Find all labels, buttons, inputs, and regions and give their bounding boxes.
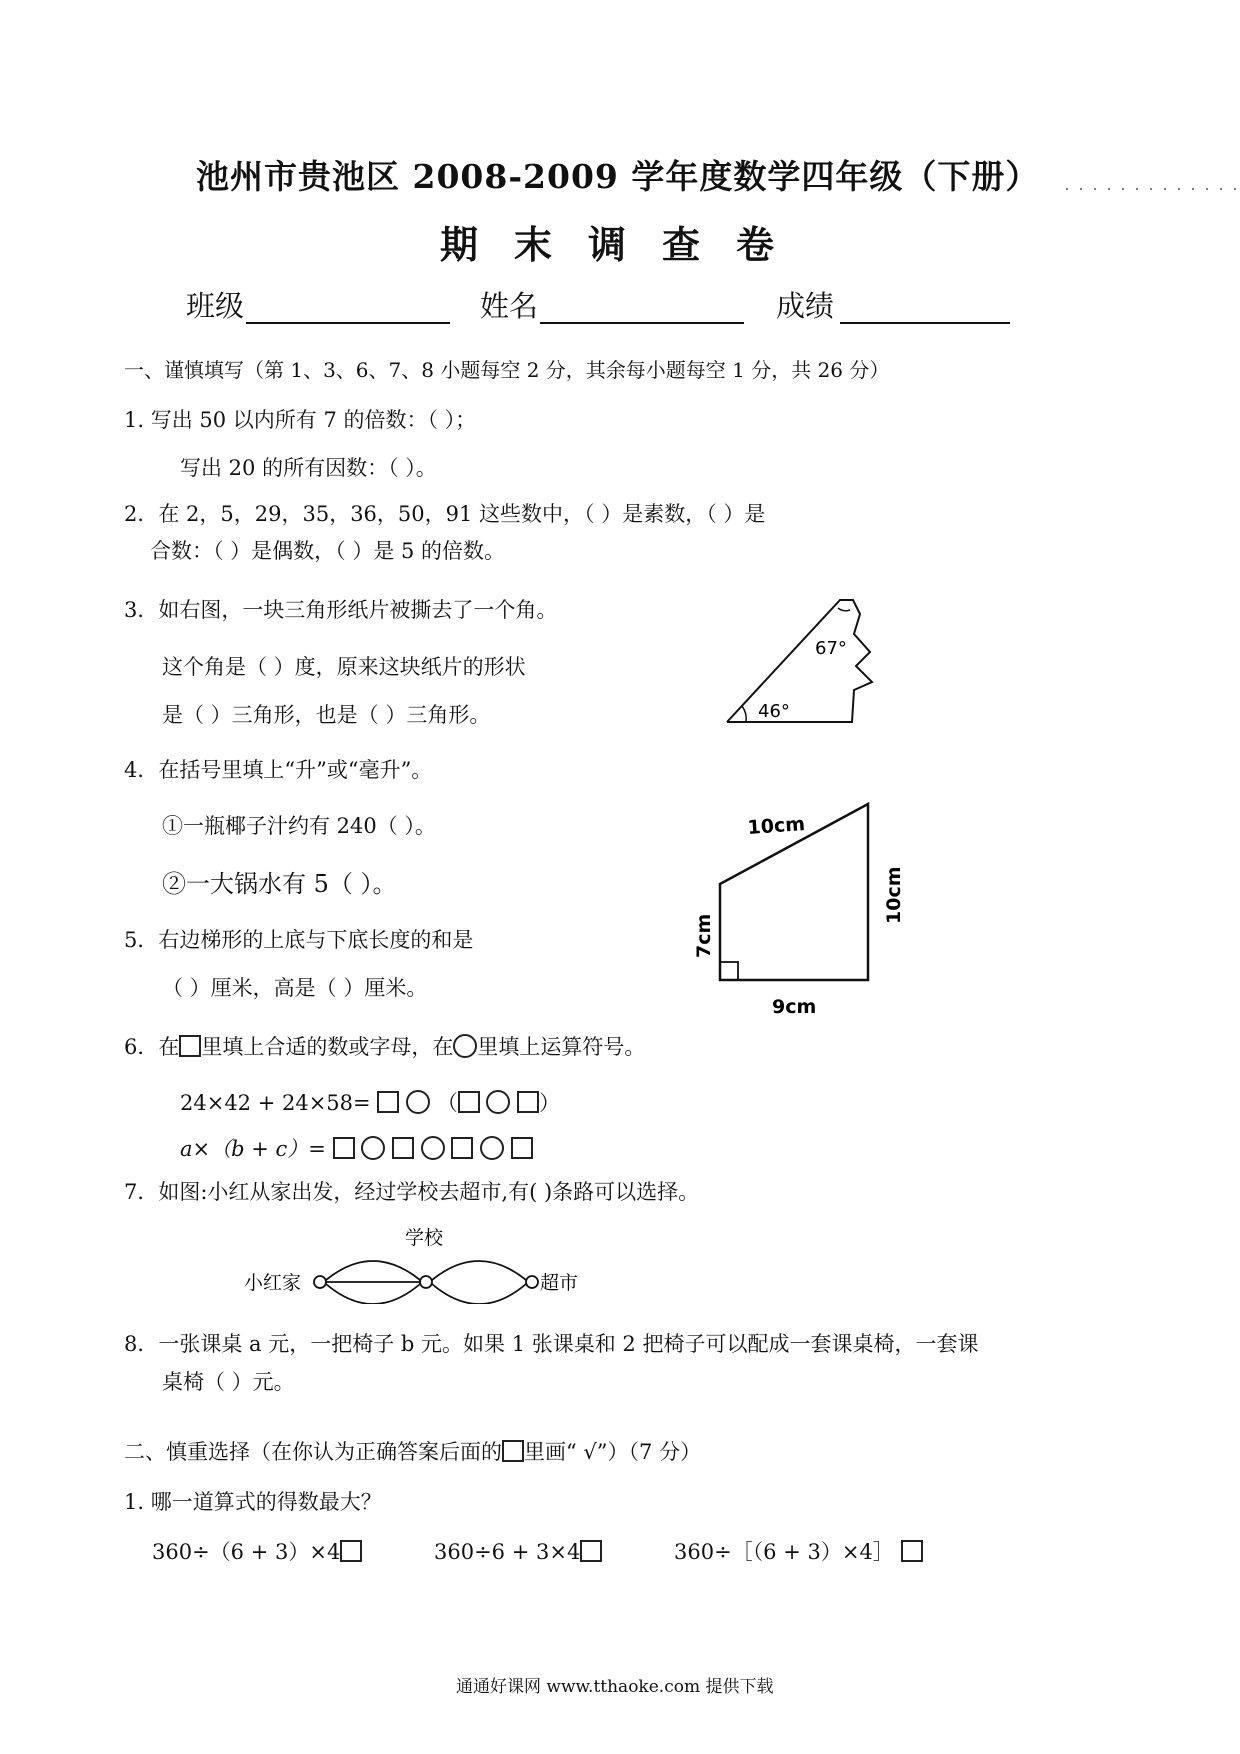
question-8a: 8．一张课桌 a 元，一把椅子 b 元。如果 1 张课桌和 2 把椅子可以配成一套课桌椅，一套课	[124, 1332, 979, 1356]
section2-heading-part1: 二、慎重选择（在你认为正确答案后面的	[124, 1440, 502, 1464]
question-5a: 5．右边梯形的上底与下底长度的和是	[124, 928, 474, 952]
answer-square[interactable]	[517, 1091, 539, 1113]
school-label: 学校	[405, 1227, 444, 1249]
question-1b: 写出 20 的所有因数：（ ）。	[180, 456, 437, 480]
answer-square[interactable]	[511, 1137, 533, 1159]
question-6a-part1: 6．在	[124, 1035, 180, 1059]
title-dotted-line	[1060, 188, 1240, 190]
option-a-checkbox[interactable]	[340, 1540, 362, 1562]
section2-heading	[124, 1440, 701, 1463]
class-label: 班级	[186, 289, 245, 323]
question-2b: 合数：（ ）是偶数，（ ）是 5 的倍数。	[150, 539, 506, 563]
name-label: 姓名	[480, 289, 539, 323]
answer-square[interactable]	[458, 1091, 480, 1113]
answer-square[interactable]	[392, 1137, 414, 1159]
answer-circle[interactable]	[486, 1090, 510, 1114]
trapezoid-top-label: 10cm	[746, 813, 806, 839]
trapezoid-left-label: 7cm	[693, 913, 715, 958]
question-6c	[180, 1136, 533, 1160]
question-2a: 2．在 2，5，29，35，36，50，91 这些数中，（ ）是素数，（ ）是	[124, 502, 766, 526]
question-3a: 3．如右图，一块三角形纸片被撕去了一个角。	[124, 598, 558, 622]
answer-square[interactable]	[451, 1137, 473, 1159]
option-c-text: 360÷［（6 + 3）×4］	[674, 1540, 894, 1564]
market-label: 超市	[540, 1272, 579, 1294]
option-a-text: 360÷（6 + 3）×4	[152, 1540, 341, 1564]
answer-circle[interactable]	[480, 1136, 504, 1160]
class-blank[interactable]	[246, 322, 450, 324]
answer-circle[interactable]	[421, 1136, 445, 1160]
section2-heading-part2: 里画“ √”）（7 分）	[524, 1440, 702, 1464]
route-diagram	[240, 1224, 600, 1304]
question-5b: （ ）厘米，高是（ ）厘米。	[162, 976, 428, 1000]
option-b-checkbox[interactable]	[580, 1540, 602, 1562]
home-label: 小红家	[244, 1272, 302, 1294]
section2-question-1: 1. 哪一道算式的得数最大？	[124, 1490, 382, 1514]
answer-square[interactable]	[333, 1137, 355, 1159]
question-1a: 1. 写出 50 以内所有 7 的倍数：（ ）；	[124, 408, 477, 432]
trapezoid-bottom-label: 9cm	[772, 996, 817, 1018]
angle-46-label: 46°	[758, 701, 790, 722]
square-symbol	[502, 1440, 524, 1462]
square-symbol	[179, 1035, 201, 1057]
answer-circle[interactable]	[406, 1090, 430, 1114]
question-3c: 是（ ）三角形，也是（ ）三角形。	[162, 703, 491, 727]
question-7: 7．如图:小红从家出发，经过学校去超市,有( )条路可以选择。	[124, 1180, 700, 1204]
footer-credit: 通通好课网 www.tthaoke.com 提供下载	[456, 1677, 774, 1697]
question-4b: ①一瓶椰子汁约有 240（ ）。	[162, 814, 436, 838]
question-6b: 24×42 + 24×58= （ ）	[180, 1091, 561, 1115]
option-b	[434, 1540, 602, 1563]
option-c-checkbox[interactable]	[901, 1540, 923, 1562]
trapezoid-figure	[680, 790, 930, 1030]
question-6a-part3: 里填上运算符号。	[477, 1035, 646, 1059]
angle-67-label: 67°	[815, 638, 847, 659]
question-6c-expr: a×（b + c）=	[180, 1137, 326, 1161]
trapezoid-right-label: 10cm	[883, 866, 905, 924]
name-blank[interactable]	[540, 322, 744, 324]
question-6b-expr: 24×42 + 24×58=	[180, 1091, 371, 1115]
score-blank[interactable]	[840, 322, 1010, 324]
answer-circle[interactable]	[361, 1136, 385, 1160]
torn-triangle-figure	[720, 596, 880, 726]
question-4a: 4．在括号里填上“升”或“毫升”。	[124, 758, 433, 782]
question-4c: ②一大锅水有 5（ ）。	[162, 870, 397, 898]
question-6a-part2: 里填上合适的数或字母，在	[201, 1035, 454, 1059]
score-label: 成绩	[776, 289, 835, 323]
section1-heading: 一、谨慎填写（第 1、3、6、7、8 小题每空 2 分，其余每小题每空 1 分，共 26 分）	[124, 358, 890, 382]
option-a	[152, 1540, 362, 1563]
circle-symbol	[453, 1034, 477, 1058]
question-6a	[124, 1034, 645, 1058]
answer-square[interactable]	[377, 1091, 399, 1113]
option-c	[674, 1540, 923, 1563]
question-3b: 这个角是（ ）度，原来这块纸片的形状	[162, 655, 526, 679]
exam-subtitle: 期末调查卷	[440, 222, 811, 267]
option-b-text: 360÷6 + 3×4	[434, 1540, 581, 1564]
exam-title: 池州市贵池区 2008-2009 学年度数学四年级（下册）	[196, 157, 1040, 196]
question-8b: 桌椅（ ）元。	[162, 1370, 295, 1394]
